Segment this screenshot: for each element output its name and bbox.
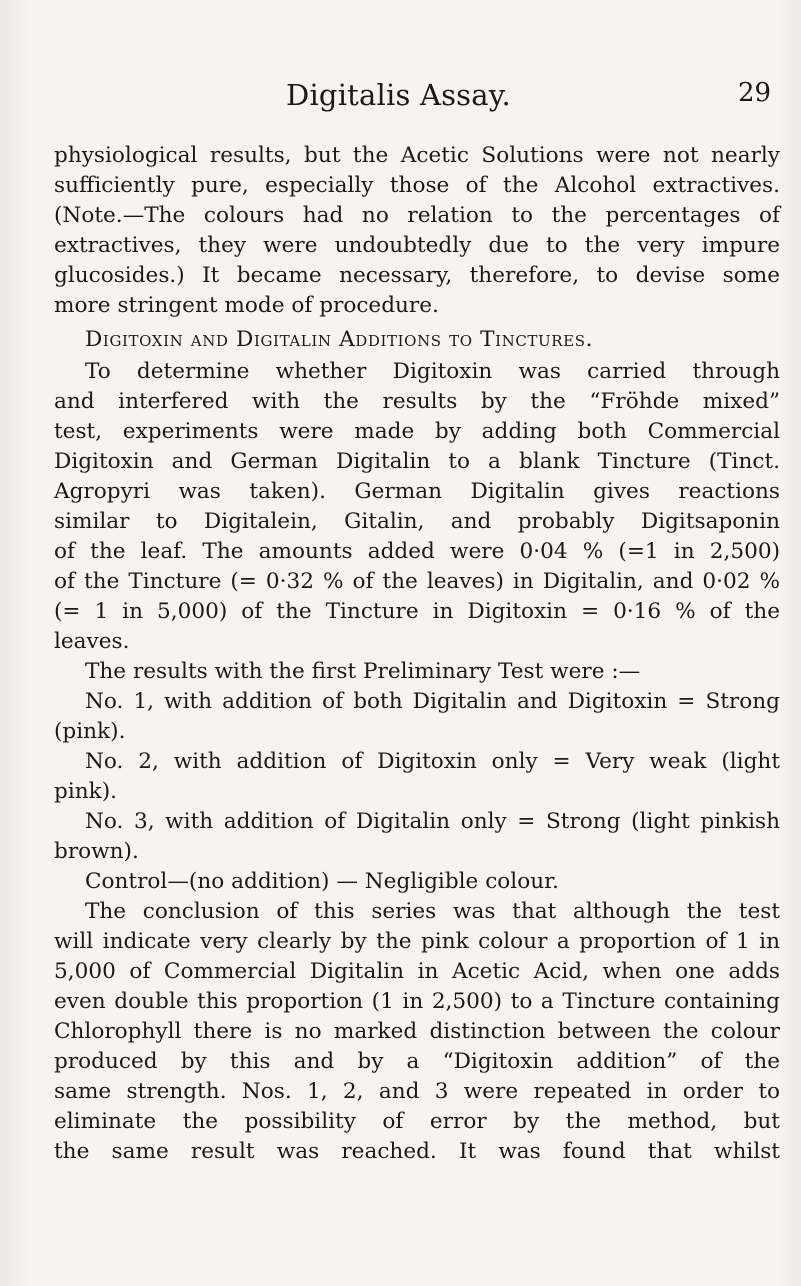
text-line: the same result was reached. It was found that whilst [54, 1139, 780, 1164]
text-line: 5,000 of Commercial Digitalin in Acetic Acid, when one adds [54, 959, 780, 984]
text-line: The results with the first Preliminary Test were :— [85, 659, 641, 684]
text-line: glucosides.) It became necessary, therefore, to devise some [54, 263, 780, 288]
text-line: No. 3, with addition of Digitalin only = Strong (light pinkish [85, 809, 780, 834]
text-line: similar to Digitalein, Gitalin, and probably Digitsaponin [54, 509, 780, 534]
text-line: (pink). [54, 719, 126, 744]
running-head [0, 78, 801, 118]
text-line: pink). [54, 779, 118, 804]
text-line: of the Tincture (= 0·32 % of the leaves) in Digitalin, and 0·02 % [54, 569, 780, 594]
text-line: Control—(no addition) — Negligible colour. [85, 869, 559, 894]
text-line: eliminate the possibility of error by the method, but [54, 1109, 780, 1134]
text-line: same strength. Nos. 1, 2, and 3 were repeated in order to [54, 1079, 780, 1104]
text-line: Chlorophyll there is no marked distinction between the colour [54, 1019, 780, 1044]
text-line: To determine whether Digitoxin was carried through [85, 359, 780, 384]
text-line: No. 1, with addition of both Digitalin and Digitoxin = Strong [85, 689, 780, 714]
text-line: of the leaf. The amounts added were 0·04 % (=1 in 2,500) [54, 539, 780, 564]
page-number: 29 [738, 78, 772, 108]
text-line: No. 2, with addition of Digitoxin only = Very weak (light [85, 749, 780, 774]
text-line: brown). [54, 839, 139, 864]
text-line: (Note.—The colours had no relation to the percentages of [54, 203, 780, 228]
text-line: more stringent mode of procedure. [54, 293, 439, 318]
text-line: extractives, they were undoubtedly due to the very impure [54, 233, 780, 258]
text-line: even double this proportion (1 in 2,500) to a Tincture containing [54, 989, 780, 1014]
text-line: physiological results, but the Acetic Solutions were not nearly [54, 143, 780, 168]
text-line: produced by this and by a “Digitoxin addition” of the [54, 1049, 780, 1074]
text-line: will indicate very clearly by the pink colour a proportion of 1 in [54, 929, 780, 954]
text-line: (= 1 in 5,000) of the Tincture in Digitoxin = 0·16 % of the [54, 599, 780, 624]
text-line: The conclusion of this series was that although the test [85, 899, 780, 924]
running-title: Digitalis Assay. [286, 78, 511, 112]
body-text [54, 141, 780, 1167]
text-line: sufficiently pure, especially those of the Alcohol extractives. [54, 173, 780, 198]
text-line: leaves. [54, 629, 130, 654]
text-line: test, experiments were made by adding both Commercial [54, 419, 780, 444]
text-line: Digitoxin and German Digitalin to a blank Tincture (Tinct. [54, 449, 780, 474]
section-heading: Digitoxin and Digitalin Additions to Tinctures. [85, 327, 594, 352]
text-line: and interfered with the results by the “Fröhde mixed” [54, 389, 780, 414]
text-line: Agropyri was taken). German Digitalin gives reactions [54, 479, 780, 504]
